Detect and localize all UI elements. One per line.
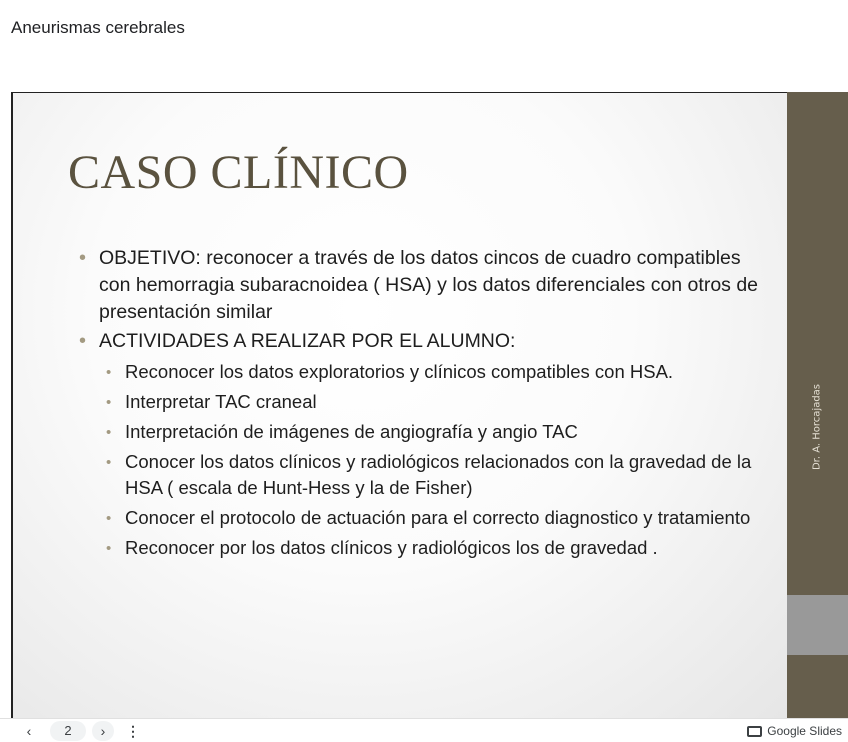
author-label: Dr. A. Horcajadas [811, 383, 823, 471]
slide [11, 92, 787, 718]
slide-content [79, 245, 769, 561]
sub-bullet [106, 419, 769, 445]
side-accent-block [787, 595, 848, 655]
bullet-text: ACTIVIDADES A REALIZAR POR EL ALUMNO: [99, 330, 516, 352]
sub-bullet-marker: • [106, 424, 112, 441]
sub-bullet [106, 535, 769, 561]
sub-bullet-marker: • [106, 454, 112, 471]
sub-bullet-text: Interpretación de imágenes de angiografía y angio TAC [125, 421, 578, 442]
sub-bullet-text: Conocer los datos clínicos y radiológicos relacionados con la gravedad de la HSA ( escala de Hunt-Hess y la de Fisher) [125, 451, 752, 498]
sub-bullet-text: Interpretar TAC craneal [125, 391, 317, 412]
sub-bullet-text: Conocer el protocolo de actuación para el correcto diagnostico y tratamiento [125, 507, 751, 528]
bullet-marker: • [79, 330, 87, 352]
page-title: Aneurismas cerebrales [11, 18, 185, 37]
slide-number-indicator[interactable]: 2 [50, 721, 86, 741]
previous-slide-button[interactable]: ‹ [26, 723, 32, 739]
sub-bullet-text: Reconocer por los datos clínicos y radiológicos los de gravedad . [125, 537, 658, 558]
brand-label: Google Slides [767, 724, 842, 738]
sub-bullet-marker: • [106, 364, 112, 381]
bullet-text: OBJETIVO: reconocer a través de los datos cincos de cuadro compatibles con hemorragia subaracnoidea ( HSA) y los datos diferenciales con otros de presentación similar [99, 247, 759, 323]
bullet-actividades [79, 328, 769, 355]
sub-bullet-marker: • [106, 394, 112, 411]
slide-title: CASO CLÍNICO [68, 146, 409, 199]
sub-bullet-marker: • [106, 540, 112, 557]
slide-viewer [11, 92, 848, 718]
more-options-icon[interactable]: ⋮ [126, 723, 140, 739]
sub-bullet-text: Reconocer los datos exploratorios y clínicos compatibles con HSA. [125, 361, 674, 382]
slide-side-band [787, 92, 848, 718]
slides-logo-icon [747, 726, 762, 737]
sub-bullet [106, 449, 769, 501]
next-slide-button[interactable]: › [92, 721, 114, 741]
sub-bullet [106, 359, 769, 385]
sub-bullet [106, 505, 769, 531]
google-slides-link[interactable] [747, 722, 842, 740]
sub-bullet [106, 389, 769, 415]
sub-bullet-marker: • [106, 510, 112, 527]
bullet-marker: • [79, 247, 87, 269]
bullet-objetivo [79, 245, 769, 326]
slides-toolbar [0, 718, 848, 742]
